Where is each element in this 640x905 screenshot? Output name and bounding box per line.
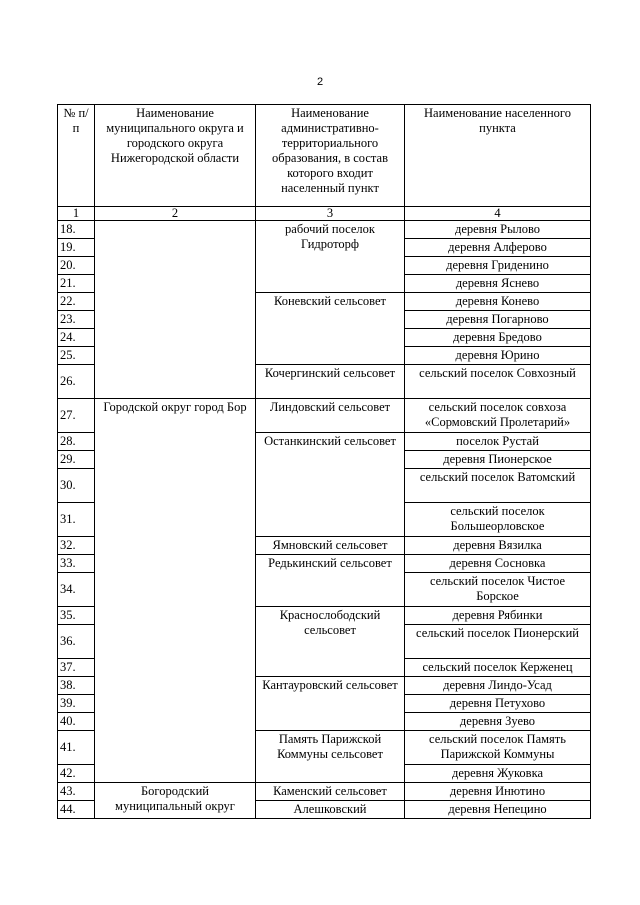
admin-unit-cell: Линдовский сельсовет — [256, 399, 405, 433]
header-number: № п/п — [58, 105, 95, 207]
row-number: 24. — [58, 329, 95, 347]
table-row — [58, 221, 591, 239]
district-cell: Богородский муниципальный округ — [95, 783, 256, 819]
settlement-cell: деревня Яснево — [405, 275, 591, 293]
settlement-cell: сельский поселок Ватомский — [405, 469, 591, 503]
row-number: 31. — [58, 503, 95, 537]
settlement-cell: деревня Зуево — [405, 713, 591, 731]
settlement-cell: деревня Сосновка — [405, 555, 591, 573]
district-cell-empty — [95, 221, 256, 399]
row-number: 34. — [58, 573, 95, 607]
settlement-cell: деревня Юрино — [405, 347, 591, 365]
header-district: Наименование муниципального округа и городского округа Нижегородской области — [95, 105, 256, 207]
row-number: 35. — [58, 607, 95, 625]
header-admin-unit: Наименование административно-территориального образования, в состав которого входит населенный пункт — [256, 105, 405, 207]
row-number: 39. — [58, 695, 95, 713]
admin-unit-cell: Редькинский сельсовет — [256, 555, 405, 607]
settlements-table — [57, 104, 591, 819]
settlement-cell: деревня Пионерское — [405, 451, 591, 469]
settlement-cell: деревня Инютино — [405, 783, 591, 801]
header-settlement: Наименование населенного пункта — [405, 105, 591, 207]
row-number: 29. — [58, 451, 95, 469]
admin-unit-cell: рабочий поселок Гидроторф — [256, 221, 405, 293]
settlement-cell: сельский поселок Большеорловское — [405, 503, 591, 537]
admin-unit-cell: Останкинский сельсовет — [256, 433, 405, 537]
table-row — [58, 399, 591, 433]
row-number: 43. — [58, 783, 95, 801]
row-number: 18. — [58, 221, 95, 239]
row-number: 30. — [58, 469, 95, 503]
settlement-cell: сельский поселок Память Парижской Коммуны — [405, 731, 591, 765]
settlement-cell: деревня Алферово — [405, 239, 591, 257]
settlement-cell: сельский поселок Чистое Борское — [405, 573, 591, 607]
table-header-row — [58, 105, 591, 207]
settlement-cell: сельский поселок Керженец — [405, 659, 591, 677]
settlement-cell: деревня Жуковка — [405, 765, 591, 783]
settlement-cell: деревня Погарново — [405, 311, 591, 329]
district-cell: Городской округ город Бор — [95, 399, 256, 783]
row-number: 22. — [58, 293, 95, 311]
row-number: 23. — [58, 311, 95, 329]
settlement-cell: сельский поселок Совхозный — [405, 365, 591, 399]
settlement-cell: деревня Петухово — [405, 695, 591, 713]
row-number: 20. — [58, 257, 95, 275]
settlement-cell: сельский поселок совхоза «Сормовский Пролетарий» — [405, 399, 591, 433]
column-index: 3 — [256, 207, 405, 221]
settlement-cell: деревня Рябинки — [405, 607, 591, 625]
column-index: 1 — [58, 207, 95, 221]
row-number: 37. — [58, 659, 95, 677]
row-number: 19. — [58, 239, 95, 257]
admin-unit-cell: Ямновский сельсовет — [256, 537, 405, 555]
column-index-row — [58, 207, 591, 221]
settlement-cell: деревня Конево — [405, 293, 591, 311]
row-number: 38. — [58, 677, 95, 695]
row-number: 27. — [58, 399, 95, 433]
row-number: 40. — [58, 713, 95, 731]
row-number: 42. — [58, 765, 95, 783]
settlement-cell: поселок Рустай — [405, 433, 591, 451]
row-number: 33. — [58, 555, 95, 573]
settlement-cell: деревня Вязилка — [405, 537, 591, 555]
admin-unit-cell: Краснослободский сельсовет — [256, 607, 405, 677]
settlement-cell: деревня Линдо-Усад — [405, 677, 591, 695]
row-number: 32. — [58, 537, 95, 555]
column-index: 4 — [405, 207, 591, 221]
table-row — [58, 783, 591, 801]
admin-unit-cell: Кантауровский сельсовет — [256, 677, 405, 731]
settlement-cell: деревня Рылово — [405, 221, 591, 239]
admin-unit-cell: Память Парижской Коммуны сельсовет — [256, 731, 405, 783]
admin-unit-cell: Кочергинский сельсовет — [256, 365, 405, 399]
column-index: 2 — [95, 207, 256, 221]
row-number: 25. — [58, 347, 95, 365]
settlement-cell: деревня Непецино — [405, 801, 591, 819]
settlement-cell: деревня Гриденино — [405, 257, 591, 275]
settlement-cell: деревня Бредово — [405, 329, 591, 347]
admin-unit-cell: Алешковский — [256, 801, 405, 819]
settlement-cell: сельский поселок Пионерский — [405, 625, 591, 659]
page-number: 2 — [316, 76, 324, 88]
admin-unit-cell: Коневский сельсовет — [256, 293, 405, 365]
row-number: 41. — [58, 731, 95, 765]
admin-unit-cell: Каменский сельсовет — [256, 783, 405, 801]
row-number: 26. — [58, 365, 95, 399]
row-number: 44. — [58, 801, 95, 819]
row-number: 21. — [58, 275, 95, 293]
row-number: 36. — [58, 625, 95, 659]
row-number: 28. — [58, 433, 95, 451]
